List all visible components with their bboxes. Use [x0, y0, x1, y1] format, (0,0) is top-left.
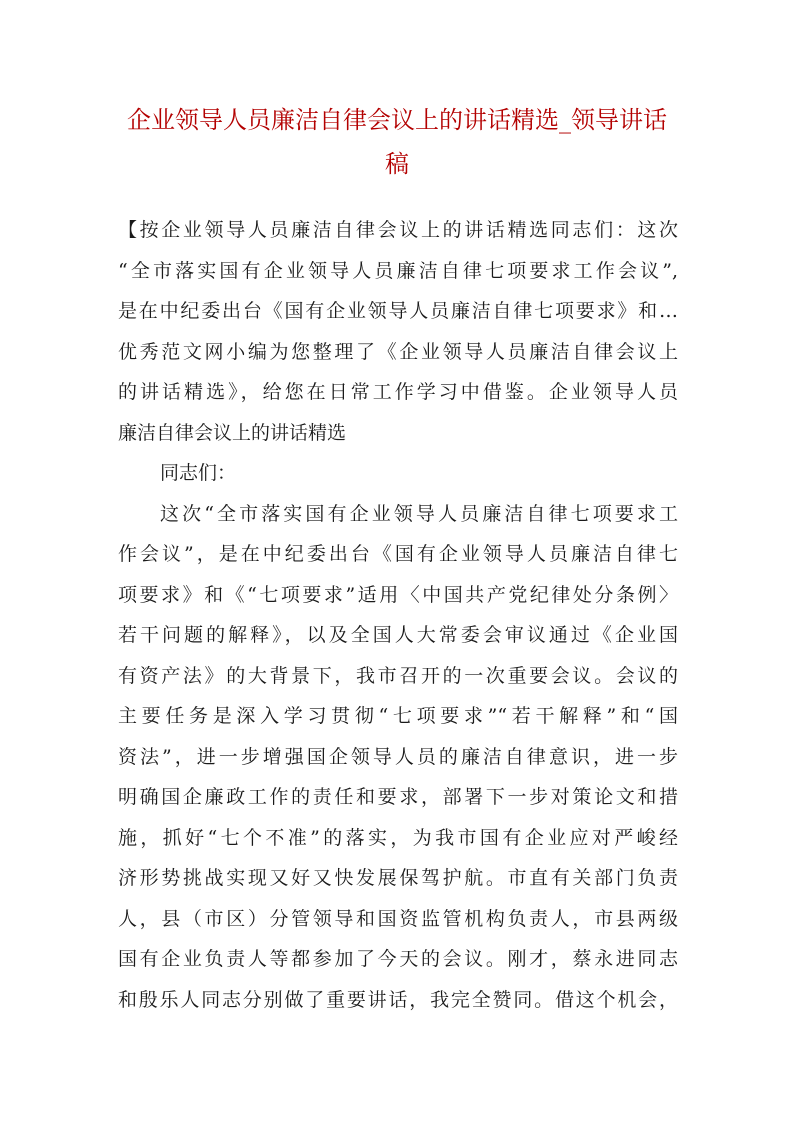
- body-line: 廉洁自律会议上的讲话精选: [118, 421, 347, 444]
- body-line: 项要求》和《“七项要求”适用〈中国共产党纪律处分条例〉: [118, 583, 678, 606]
- document-title: [100, 98, 694, 186]
- body-line: 有资产法》的大背景下，我市召开的一次重要会议。会议的: [118, 664, 678, 687]
- body-line: 人，县（市区）分管领导和国资监管机构负责人，市县两级: [118, 907, 678, 930]
- salutation: 同志们：: [160, 462, 237, 484]
- body-line: 这次“全市落实国有企业领导人员廉洁自律七项要求工: [160, 502, 678, 525]
- body-line: 主要任务是深入学习贯彻“七项要求”“若干解释”和“国: [118, 705, 678, 727]
- body-line: 是在中纪委出台《国有企业领导人员廉洁自律七项要求》和…: [118, 300, 678, 322]
- body-line: 作会议”，是在中纪委出台《国有企业领导人员廉洁自律七: [118, 543, 678, 565]
- body-line: 国有企业负责人等都参加了今天的会议。刚才，蔡永进同志: [118, 948, 678, 970]
- document-body: [118, 210, 678, 1020]
- body-line: 资法”，进一步增强国企领导人员的廉洁自律意识，进一步: [118, 745, 678, 768]
- body-line: “全市落实国有企业领导人员廉洁自律七项要求工作会议”,: [118, 259, 678, 282]
- body-line: 和殷乐人同志分别做了重要讲话，我完全赞同。借这个机会，: [118, 988, 678, 1011]
- body-line: 明确国企廉政工作的责任和要求，部署下一步对策论文和措: [118, 786, 678, 808]
- title-line-2: 稿: [385, 150, 409, 178]
- body-line: 优秀范文网小编为您整理了《企业领导人员廉洁自律会议上: [118, 340, 678, 363]
- body-line: 若干问题的解释》，以及全国人大常委会审议通过《企业国: [118, 624, 678, 646]
- body-line: 的讲话精选》，给您在日常工作学习中借鉴。企业领导人员: [118, 381, 678, 403]
- body-line: 济形势挑战实现又好又快发展保驾护航。市直有关部门负责: [118, 867, 678, 889]
- body-line: 【按企业领导人员廉洁自律会议上的讲话精选同志们：这次: [118, 219, 678, 241]
- title-line-1: 企业领导人员廉洁自律会议上的讲话精选_领导讲话: [127, 106, 667, 134]
- body-line: 施，抓好“七个不准”的落实，为我市国有企业应对严峻经: [118, 826, 678, 849]
